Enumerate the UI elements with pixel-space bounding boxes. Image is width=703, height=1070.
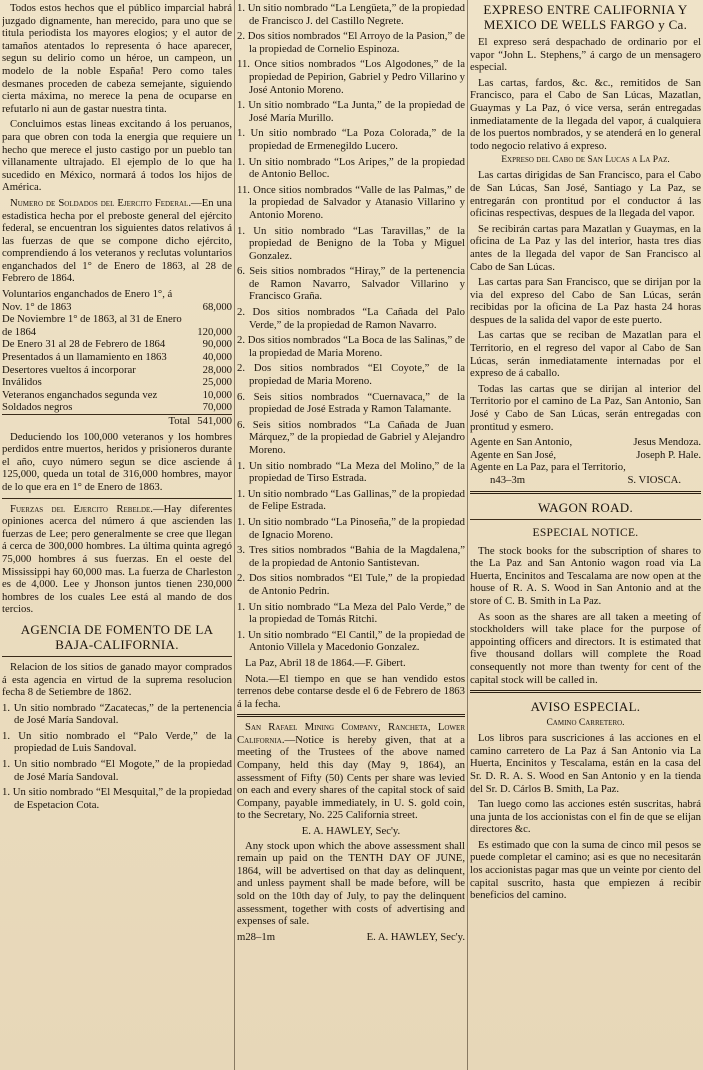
article-heading: Numero de Soldados del Ejercito Federal. bbox=[10, 196, 191, 209]
agent-row bbox=[470, 436, 701, 449]
table-row bbox=[2, 338, 232, 351]
list-item: 6. Seis sitios nombrados “Cuernavaca,” de la propiedad de José Estrada y Ramon Talamante. bbox=[237, 390, 465, 416]
article-body: —Hay diferentes opiniones acerca del número á que ascienden las fuerzas de Lee; pero generalmente se cree que llegan á cerca de 300,000 hombres. La última quinta agregó 75,000 hombres á sus fuerzas. En el oeste del Mississippi hay 60,000 mas. La fuerza de Charleston es de 4,000. Lee y Jhonson juntos tienen 230,000 hombres de los cuales Lee está al mando de dos tercios. bbox=[2, 502, 232, 616]
agent-row bbox=[470, 449, 701, 462]
signature-row bbox=[470, 474, 701, 487]
list-item: 1. Un sitio nombrado “La Pinoseña,” de la propiedad de Ignacio Moreno. bbox=[237, 515, 465, 541]
paragraph: Las cartas, fardos, &c. &c., remitidos de San Francisco, para el Cabo de San Lúcas, Mazatlan, Guaymas y La Paz, ó vice versa, serán entregadas inmediatamente de la llegada del vapor, á cualquiera de los puertos nombrados, y se atenderá en lo general todo negocio relativo á expreso. bbox=[470, 76, 701, 152]
signature: E. A. HAWLEY, Sec'y. bbox=[301, 825, 401, 838]
date-signature: La Paz, Abril 18 de 1864.—F. Gibert. bbox=[245, 656, 406, 669]
list-item: 1. Un sitio nombrado “Los Aripes,” de la propiedad de Antonio Belloc. bbox=[237, 155, 465, 181]
paragraph: Los libros para suscriciones á las acciones en el camino carretero de La Paz á San Antonio via La Huerta, Encinitos y Tescalama, están en la casa del Sr. D. R. A. S. Wood en San Antonio y en la tienda del Sr. D. Cárlos B. Smith, La Paz. bbox=[470, 732, 701, 795]
paragraph: Es estimado que con la suma de cinco mil pesos se puede completar el camino; asi es que no necesitarán los accionistas pagar mas que un veinte por ciento del capital suscrito, hasta que empiezen á recibir beneficios del camino. bbox=[470, 838, 701, 902]
nota: Nota.—El tiempo en que se han vendido estos terrenos debe contarse desde el 6 de Febrero de 1863 á la fecha. bbox=[237, 672, 465, 710]
total-value: 541,000 bbox=[194, 415, 232, 428]
row-label: De Enero 31 al 28 de Febrero de 1864 bbox=[2, 338, 166, 351]
divider bbox=[470, 491, 701, 494]
list-item: 1. Un sitio nombrado “La Junta,” de la propiedad de José María Murillo. bbox=[237, 99, 465, 124]
column-right bbox=[470, 2, 701, 1068]
row-label: Desertores vueltos á incorporar bbox=[2, 363, 136, 376]
row-value: 28,000 bbox=[202, 363, 232, 376]
cabo-heading: Expreso del Cabo de San Lucas a La Paz. bbox=[501, 155, 670, 166]
article-fuerzas-rebelde bbox=[2, 503, 232, 616]
agent-location: Agente en La Paz, para el Territorio, bbox=[470, 461, 626, 474]
divider bbox=[2, 498, 232, 499]
list-item: 2. Dos sitios nombrados “La Cañada del Palo Verde,” de la propiedad de Ramon Navarro. bbox=[237, 306, 465, 331]
column-divider bbox=[467, 0, 468, 1070]
special-notice-title: ESPECIAL NOTICE. bbox=[532, 526, 639, 539]
list-item: 1. Un sitio nombrado “La Poza Colorada,” de la propiedad de Ermenegildo Lucero. bbox=[237, 127, 465, 152]
paragraph: Any stock upon which the above assessment shall remain up paid on the TENTH DAY OF JUNE, 1864, will be advertised on that day as delinquent, and unless payment shall be made before, will be sold on the 10th day of July, to pay the delinquent assessment, together with costs of advertising and expenses of sale. bbox=[237, 839, 465, 928]
paragraph: Todos estos hechos que el público imparcial habrá juzgado dignamente, han merecido, para uno que se titula periodista los mayores elogios; y el autor de tamaños atentados lo representa ó hace aparecer, segun su delirio como un héroe, un campeon, un modelo de la noble España! Pero como tales desmanes proceden de cabeza semejante, siguiendo cierta máxima, no merece la pena de ocuparse en refutarlo ni aun de gastar nuestra tinta. bbox=[2, 2, 232, 115]
list-item: 1. Un sitio nombrado “La Lengüeta,” de la propiedad de Francisco J. del Castillo Negrete. bbox=[237, 2, 465, 27]
row-value: 120,000 bbox=[197, 325, 232, 338]
row-label: Inválidos bbox=[2, 376, 42, 389]
table-total-row bbox=[2, 415, 232, 428]
list-item: 11. Once sitios nombrados “Valle de las Palmas,” de la propiedad de Salvador y Atanasio Villarino y Antonio Moreno. bbox=[237, 183, 465, 221]
list-item: 11. Once sitios nombrados “Los Algodones,” de la propiedad de Pepirion, Gabriel y Pedro Villarino y José Antonio Moreno. bbox=[237, 58, 465, 96]
table-row bbox=[2, 364, 232, 377]
signature-row bbox=[237, 931, 465, 944]
list-item: 1. Un sitio nombrado “Zacatecas,” de la pertenencia de José María Sandoval. bbox=[2, 701, 232, 727]
agent-location: Agente en San Antonio, bbox=[470, 436, 573, 449]
divider bbox=[2, 656, 232, 657]
paragraph: Se recibirán cartas para Mazatlan y Guaymas, en la oficina de La Paz y las del interior, hasta tres dias antes de la llegada del vapor de San Francisco al Cabo de San Lúcas. bbox=[470, 222, 701, 273]
list-item: 1. Un sitio nombrado el “Palo Verde,” de la propiedad de Luis Sandoval. bbox=[2, 729, 232, 755]
table-row bbox=[2, 389, 232, 402]
paragraph: Deduciendo los 100,000 veteranos y los hombres perdidos entre muertos, heridos y prisioneros durante el año, cuyo número segun se dice asciende á 125,000, queda un total de 316,000 hombres, mayor de lo que era en 1° de Enero de 1863. bbox=[2, 430, 232, 493]
column-divider bbox=[234, 0, 235, 1070]
list-item: 6. Seis sitios nombrados “Hiray,” de la pertenencia de Ramon Navarro, Salvador Villarino y Francisco Graña. bbox=[237, 265, 465, 303]
article-numero-soldados bbox=[2, 197, 232, 285]
reference-code: n43–3m bbox=[490, 474, 526, 486]
paragraph: Concluimos estas lineas excitando á los peruanos, para que obren con toda la energia que requiere un hecho que merece el justo castigo por un pueblo tan villanamente ultrajado. El ejemplo de lo que ha sucedido en México, normará á todos los hijos de América. bbox=[2, 118, 232, 194]
column-left bbox=[2, 2, 232, 1068]
agent-row bbox=[470, 461, 701, 474]
row-label: De Noviembre 1° de 1863, al 31 de Enero de 1864 bbox=[2, 313, 182, 338]
list-item: 2. Dos sitios nombrados “El Arroyo de la Pasion,” de la propiedad de Cornelio Espinoza. bbox=[237, 30, 465, 55]
row-label: Veteranos enganchados segunda vez bbox=[2, 388, 158, 401]
row-value: 25,000 bbox=[202, 376, 232, 389]
agent-location: Agente en San José, bbox=[470, 448, 557, 461]
list-item: 3. Tres sitios nombrados “Bahia de la Magdalena,” de la propiedad de Antonio Santistevan. bbox=[237, 544, 465, 569]
row-value: 68,000 bbox=[202, 300, 232, 313]
aviso-title: AVISO ESPECIAL. bbox=[530, 699, 641, 715]
mining-notice bbox=[237, 721, 465, 822]
table-row bbox=[2, 401, 232, 414]
list-item: 1. Un sitio nombrado “El Mesquital,” de la propiedad de Espetacion Cota. bbox=[2, 786, 232, 811]
agent-name: Jesus Mendoza. bbox=[633, 436, 701, 449]
sitios-list bbox=[237, 2, 465, 654]
total-label: Total bbox=[2, 415, 194, 428]
wagon-road-title: WAGON ROAD. bbox=[537, 499, 634, 515]
table-row bbox=[2, 288, 232, 313]
agents-list bbox=[470, 436, 701, 474]
reference-code: m28–1m bbox=[237, 930, 276, 943]
row-label: Voluntarios enganchados de Enero 1°, á Nov. 1° de 1863 bbox=[2, 288, 173, 313]
sitios-list bbox=[2, 702, 232, 812]
table-row bbox=[2, 313, 232, 338]
divider bbox=[470, 519, 701, 520]
list-item: 1. Un sitio nombrado “La Meza del Palo Verde,” de la propiedad de Tomás Ritchi. bbox=[237, 600, 465, 626]
list-item: 2. Dos sitios nombrados “El Coyote,” de la propiedad de Maria Moreno. bbox=[237, 362, 465, 388]
list-item: 1. Un sitio nombrado “Las Taravillas,” de la propiedad de Benigno de la Toba y Miguel Gonzalez. bbox=[237, 224, 465, 262]
agencia-intro: Relacion de los sitios de ganado mayor comprados á esta agencia en virtud de la suprema resolucion fecha 8 de Setiembre de 1862. bbox=[2, 660, 232, 699]
paragraph: As soon as the shares are all taken a meeting of stockholders will take place for the purpose of appointing officers and directors. It is estimated that five thousand dollars will complete the Road consequently not more than twenty for cent of the capital stock will be called in. bbox=[470, 610, 701, 686]
row-value: 10,000 bbox=[202, 388, 232, 401]
column-middle bbox=[237, 2, 465, 1068]
paragraph: Las cartas que se reciban de Mazatlan para el Territorio, en el regreso del vapor al Cabo de San Lúcas, serán inmediatamente internadas por el expreso de á caballo. bbox=[470, 329, 701, 380]
expreso-title: EXPRESO ENTRE CALIFORNIA Y MEXICO DE WELLS FARGO y Ca. bbox=[483, 2, 688, 32]
paragraph: Las cartas dirigidas de San Francisco, para el Cabo de San Lúcas, San José, Santiago y La Paz, se entregarán con prontitud por el conductor á las oficinas respectivas, despues de la llegada del vapor. bbox=[470, 169, 701, 220]
row-label: Soldados negros bbox=[2, 401, 73, 414]
divider bbox=[470, 690, 701, 693]
agent-name: Joseph P. Hale. bbox=[636, 448, 701, 461]
list-item: 1. Un sitio nombrado “La Meza del Molino,” de la propiedad de Tirso Estrada. bbox=[237, 459, 465, 485]
signature: S. VIOSCA. bbox=[627, 474, 681, 486]
paragraph: Las cartas para San Francisco, que se dirijan por la via del expreso del Cabo de San Lúcas, serán recibidas por la oficina de La Paz hasta 24 horas despues de la salida del vapor de este puerto. bbox=[470, 276, 701, 326]
mining-heading: San Rafael Mining Company, Rancheta, Lower California. bbox=[237, 721, 465, 746]
list-item: 1. Un sitio nombrado “Las Gallinas,” de la propiedad de Felipe Estrada. bbox=[237, 487, 465, 513]
list-item: 2. Dos sitios nombrados “El Tule,” de la propiedad de Antonio Pedrin. bbox=[237, 572, 465, 597]
row-label: Presentados á un llamamiento en 1863 bbox=[2, 351, 167, 364]
list-item: 1. Un sitio nombrado “El Mogote,” de la propiedad de José María Sandoval. bbox=[2, 758, 232, 783]
paragraph: Tan luego como las acciones estén suscritas, habrá una junta de los accionistas con el fin de que se elijan directores &c. bbox=[470, 798, 701, 836]
signature: E. A. HAWLEY, Sec'y. bbox=[366, 930, 465, 943]
camino-heading: Camino Carretero. bbox=[546, 718, 625, 729]
agencia-title: AGENCIA DE FOMENTO DE LA BAJA-CALIFORNIA. bbox=[20, 621, 214, 652]
mining-body: —Notice is hereby given, that at a meeting of the Trustees of the above named Company, held this day (May 9, 1864), an assessment of Fifty (50) Cents per share was levied on each and every shares of the capital stock of said Company, payable immediately, in U. S. gold coin, to the Secretary, No. 225 California street. bbox=[237, 733, 465, 822]
paragraph: Todas las cartas que se dirijan al interior del Territorio por el camino de La Paz, San Antonio, San José y Cabo de San Lúcas, serán entregadas con prontitud y esmero. bbox=[470, 382, 701, 433]
row-value: 90,000 bbox=[202, 338, 232, 351]
row-value: 40,000 bbox=[202, 351, 232, 364]
paragraph: The stock books for the subscription of shares to the La Paz and San Antonio wagon road via La Huerta, Encinitos and Tescalama are now open at the house of R. A. S. Wood in San Antonio and at the store of C. B. Smith in La Paz. bbox=[470, 544, 701, 607]
table-row bbox=[2, 351, 232, 364]
soldiers-table bbox=[2, 288, 232, 428]
list-item: 6. Seis sitios nombrados “La Cañada de Juan Márquez,” de la propiedad de Gabriel y Alejandro Moreno. bbox=[237, 418, 465, 456]
divider bbox=[237, 714, 465, 717]
paragraph: El expreso será despachado de ordinario por el vapor “John L. Stephens,” á cargo de un mensagero especial. bbox=[470, 36, 701, 74]
table-row bbox=[2, 376, 232, 389]
list-item: 1. Un sitio nombrado “El Cantil,” de la propiedad de Antonio Villela y Macedonio Gonzalez. bbox=[237, 628, 465, 654]
article-body: —En una estadistica hecha por el preboste general del ejército federal, se encuentran los siguientes datos relativos á las fuerzas de que se compone dicho ejército, comprendiendo á los veteranos y reclutas voluntarios enganchados del 1° de Enero de 1863, al 28 de Febrero de 1864. bbox=[2, 196, 232, 285]
list-item: 2. Dos sitios nombrados “La Boca de las Salinas,” de la propiedad de Maria Moreno. bbox=[237, 334, 465, 359]
row-value: 70,000 bbox=[202, 401, 232, 414]
article-heading: Fuerzas del Ejercito Rebelde. bbox=[10, 502, 153, 515]
